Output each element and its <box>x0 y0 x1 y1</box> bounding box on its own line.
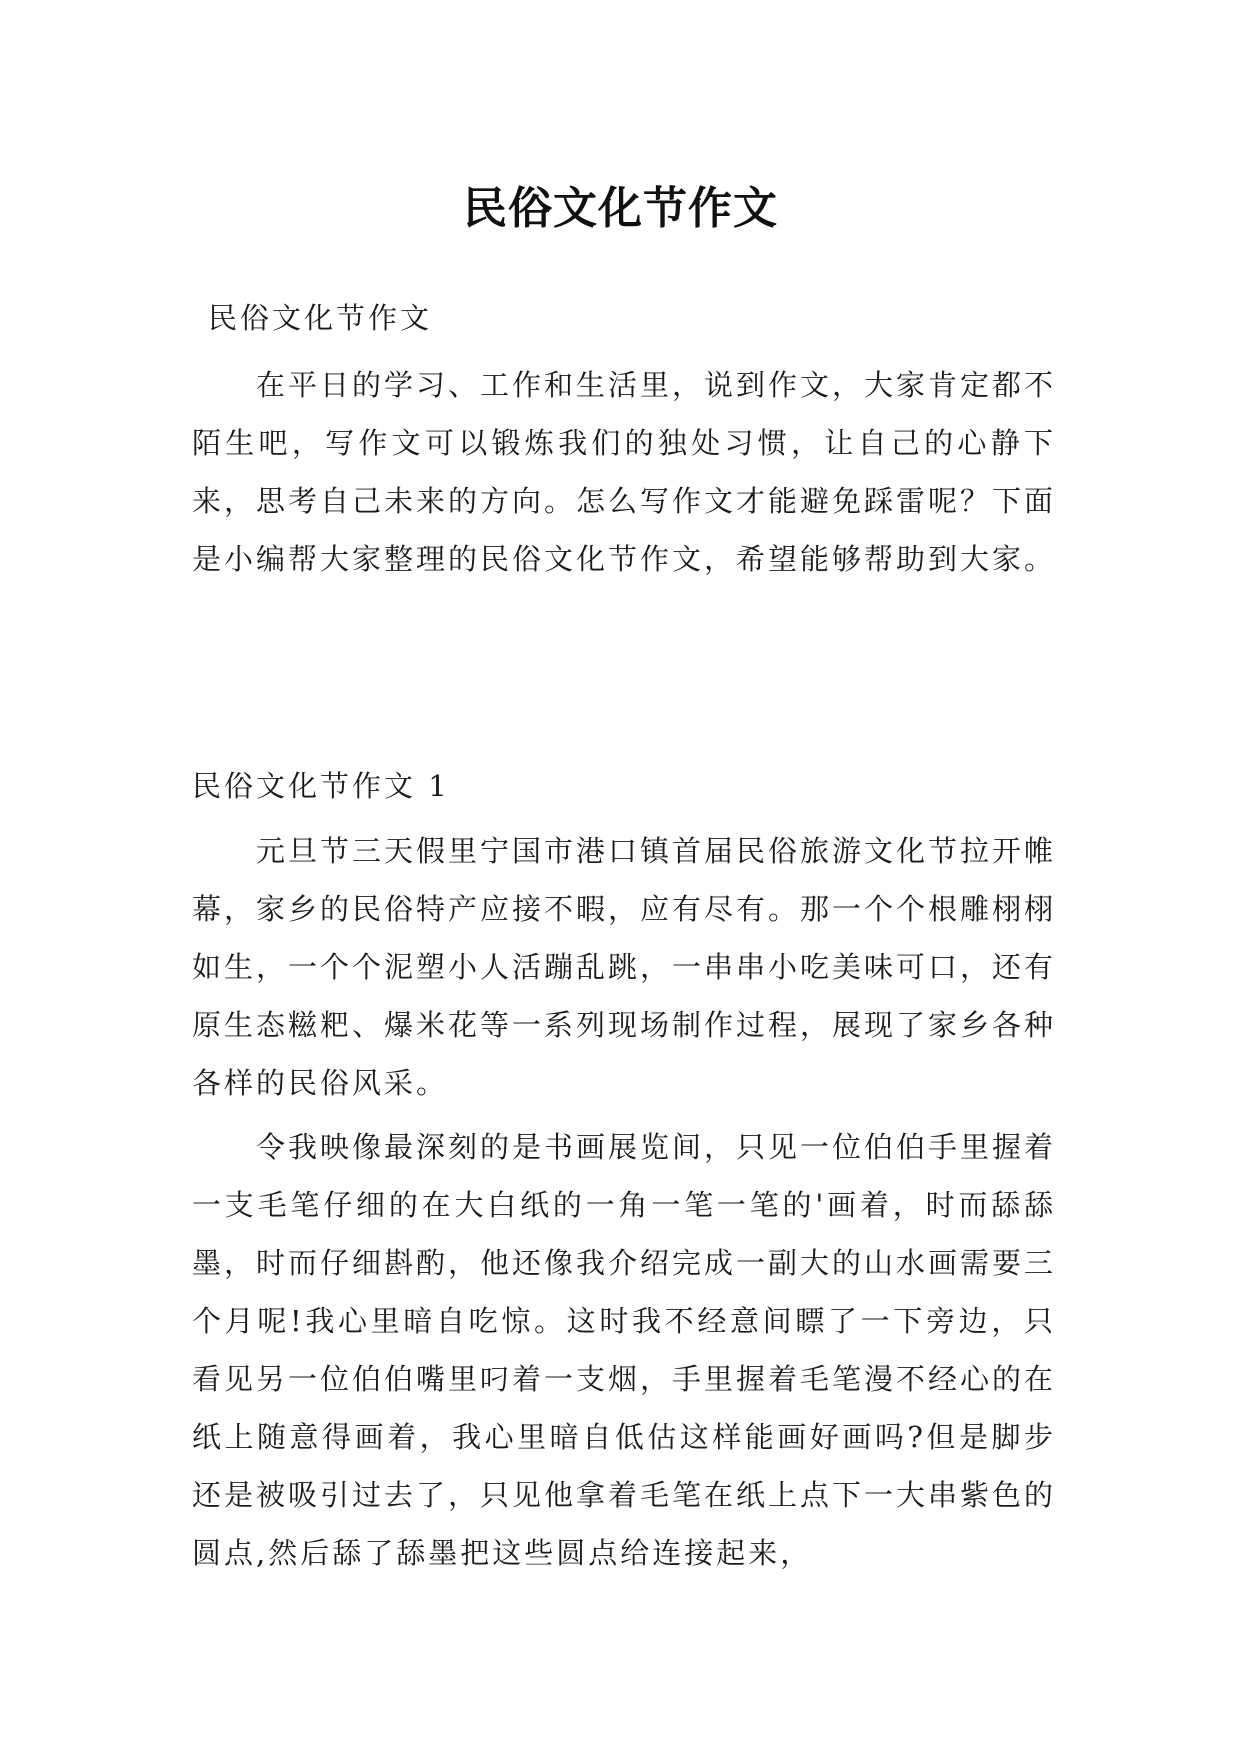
section-heading: 民俗文化节作文 1 <box>192 769 450 803</box>
body-paragraph-2: 令我映像最深刻的是书画展览间，只见一位伯伯手里握着一支毛笔仔细的在大白纸的一角一笔一笔的'画着，时而舔舔墨，时而仔细斟酌，他还像我介绍完成一副大的山水画需要三个月呢!我心里暗自吃惊。这时我不经意间瞟了一下旁边，只看见另一位伯伯嘴里叼着一支烟，手里握着毛笔漫不经心的在纸上随意得画着，我心里暗自低估这样能画好画吗?但是脚步还是被吸引过去了，只见他拿着毛笔在纸上点下一大串紫色的圆点,然后舔了舔墨把这些圆点给连接起来， <box>192 1130 1057 1570</box>
body-paragraph-1: 元旦节三天假里宁国市港口镇首届民俗旅游文化节拉开帷幕，家乡的民俗特产应接不暇，应有尽有。那一个个根雕栩栩如生，一个个泥塑小人活蹦乱跳，一串串小吃美味可口，还有原生态糍粑、爆米花等一系列现场制作过程，展现了家乡各种各样的民俗风采。 <box>192 834 1057 1100</box>
document-title: 民俗文化节作文 <box>463 183 778 235</box>
intro-paragraph: 在平日的学习、工作和生活里，说到作文，大家肯定都不陌生吧，写作文可以锻炼我们的独处习惯，让自己的心静下来，思考自己未来的方向。怎么写作文才能避免踩雷呢？下面是小编帮大家整理的民俗文化节作文，希望能够帮助到大家。 <box>192 368 1057 576</box>
document-subtitle: 民俗文化节作文 <box>208 301 433 335</box>
